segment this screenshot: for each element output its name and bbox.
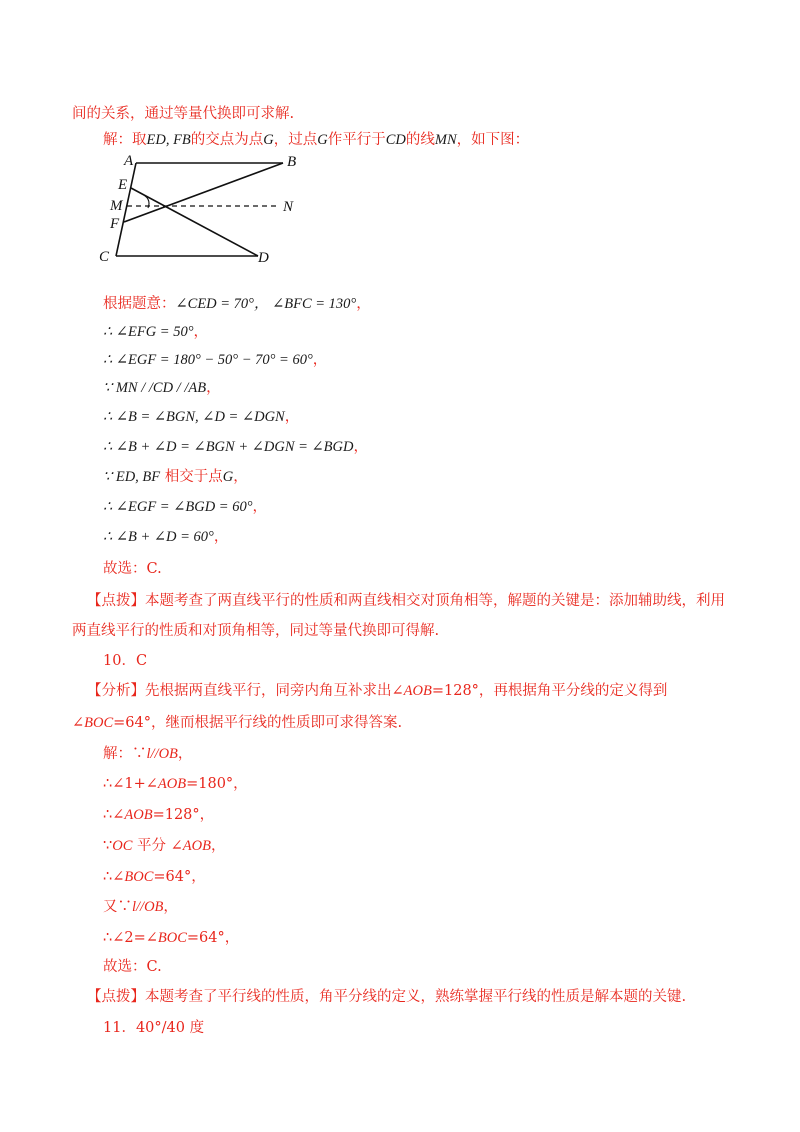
line-text: ∴∠1+ <box>103 776 146 792</box>
label-e: E <box>118 177 128 193</box>
math-symbol: CD <box>385 132 406 148</box>
line-text: ， <box>252 499 268 515</box>
line-text: ， <box>210 838 226 854</box>
geometry-figure <box>96 148 306 270</box>
math-expression: ∴ ∠EGF = 180° − 50° − 70° = 60° <box>103 352 313 368</box>
text-line-12 <box>103 559 162 579</box>
line-text: ，如下图： <box>456 132 530 148</box>
math-expression: ∠AOB <box>112 807 153 823</box>
line-text: 故选：C. <box>103 959 162 975</box>
text-line-15 <box>103 651 147 671</box>
text-line-1 <box>72 104 294 124</box>
line-text: ， <box>177 746 193 762</box>
line-text: ∴∠2= <box>103 930 146 946</box>
label-c: C <box>99 249 110 265</box>
math-expression: ∴ ∠B = ∠BGN, ∠D = ∠DGN <box>103 409 285 425</box>
math-expression: ∴ ∠EGF = ∠BGD = 60° <box>103 499 253 515</box>
label-a: A <box>124 153 134 169</box>
line-text: 10．C <box>103 653 148 669</box>
line-text: 【点拨】本题考查了平行线的性质，角平分线的定义，熟练掌握平行线的性质是解本题的关键. <box>87 989 687 1005</box>
math-expression: ∴ ∠B + ∠D = 60° <box>103 529 214 545</box>
line-text: 作平行于 <box>327 132 386 148</box>
line-text: 又∵ <box>103 899 132 915</box>
line-text: 平分 <box>132 838 171 854</box>
text-line-19 <box>103 774 248 794</box>
text-line-25 <box>103 957 162 977</box>
text-line-26 <box>87 987 686 1007</box>
text-line-5 <box>103 350 327 370</box>
line-text: 相交于点 <box>160 469 223 485</box>
line-text: ， <box>284 409 300 425</box>
line-text: ， <box>213 529 229 545</box>
text-line-8 <box>103 437 368 457</box>
math-expression: ∠AOB <box>170 838 211 854</box>
text-line-7 <box>103 407 299 427</box>
text-line-9 <box>103 467 248 487</box>
math-symbol: MN <box>434 132 457 148</box>
line-text: ， <box>312 352 328 368</box>
line-text: =64°，继而根据平行线的性质即可求得答案. <box>113 715 403 731</box>
line-text: 的交点为点 <box>190 132 264 148</box>
line-text: 【分析】先根据两直线平行，同旁内角互补求出 <box>87 683 392 699</box>
text-line-20 <box>103 805 214 825</box>
label-m: M <box>110 198 123 214</box>
line-text: 【点拨】本题考查了两直线平行的性质和两直线相交对顶角相等，解题的关键是：添加辅助线，利用 <box>87 593 725 609</box>
line-text: ， <box>163 899 178 915</box>
text-line-4 <box>103 322 208 342</box>
text-line-23 <box>103 897 178 917</box>
line-text: 11．40°/40 度 <box>103 1020 205 1036</box>
text-line-22 <box>103 867 206 887</box>
math-expression: ∵ ED, BF <box>103 469 161 485</box>
math-expression: ∠CED = 70°， ∠BFC = 130° <box>175 296 357 312</box>
math-symbol: G <box>317 132 328 148</box>
math-expression: ∠BOC <box>145 930 187 946</box>
text-line-16 <box>87 681 667 701</box>
label-d: D <box>258 250 269 266</box>
text-line-27 <box>103 1018 204 1038</box>
line-text: 解：∵ <box>103 746 147 762</box>
line-text: =64°， <box>186 930 240 946</box>
text-line-11 <box>103 527 228 547</box>
text-line-14 <box>72 621 439 641</box>
text-line-10 <box>103 497 267 517</box>
line-text: =128°， <box>152 807 215 823</box>
math-expression: ∠AOB <box>391 683 432 699</box>
line-text: ， <box>193 324 209 340</box>
text-line-18 <box>103 744 192 764</box>
line-text: ， <box>206 380 221 396</box>
line-text: ∴ <box>103 869 113 885</box>
math-expression: OC <box>112 838 133 854</box>
line-text: ， <box>356 296 371 312</box>
math-expression: l//OB <box>146 746 178 762</box>
math-expression: ∠AOB <box>145 776 187 792</box>
text-line-6 <box>103 378 221 398</box>
text-line-17 <box>72 713 402 733</box>
line-text: 两直线平行的性质和对顶角相等，同过等量代换即可得解. <box>72 623 440 639</box>
math-symbol: ED, FB <box>146 132 191 148</box>
line-text: 故选：C. <box>103 561 162 577</box>
label-n: N <box>283 199 294 215</box>
line-text: ∴ <box>103 807 113 823</box>
math-expression: ∠BOC <box>72 715 114 731</box>
text-line-24 <box>103 928 239 948</box>
line-fb <box>124 163 283 222</box>
line-ed <box>131 188 258 256</box>
line-text: 间的关系，通过等量代换即可求解. <box>72 106 295 122</box>
math-expression: ∵ MN / /CD / /AB <box>103 380 207 396</box>
math-expression: ∴ ∠B + ∠D = ∠BGN + ∠DGN = ∠BGD <box>103 439 354 455</box>
line-text: =64°， <box>153 869 206 885</box>
text-line-13 <box>87 591 725 611</box>
math-expression: ∠BOC <box>112 869 154 885</box>
math-expression: ∴ ∠EFG = 50° <box>103 324 194 340</box>
line-text: ∵ <box>103 838 113 854</box>
label-b: B <box>287 154 297 170</box>
math-symbol: G <box>263 132 274 148</box>
text-line-2 <box>103 130 529 150</box>
line-text: 根据题意： <box>103 296 176 312</box>
line-text: ， <box>233 469 248 485</box>
line-text: ，过点 <box>273 132 318 148</box>
line-text: =180°， <box>186 776 248 792</box>
text-line-21 <box>103 836 225 856</box>
label-f: F <box>110 216 120 232</box>
math-symbol: G <box>222 469 234 485</box>
line-text: ， <box>353 439 368 455</box>
text-line-3 <box>103 294 371 314</box>
line-text: 的线 <box>405 132 435 148</box>
line-text: =128°，再根据角平分线的定义得到 <box>431 683 668 699</box>
math-expression: l//OB <box>132 899 164 915</box>
line-text: 解：取 <box>103 132 147 148</box>
